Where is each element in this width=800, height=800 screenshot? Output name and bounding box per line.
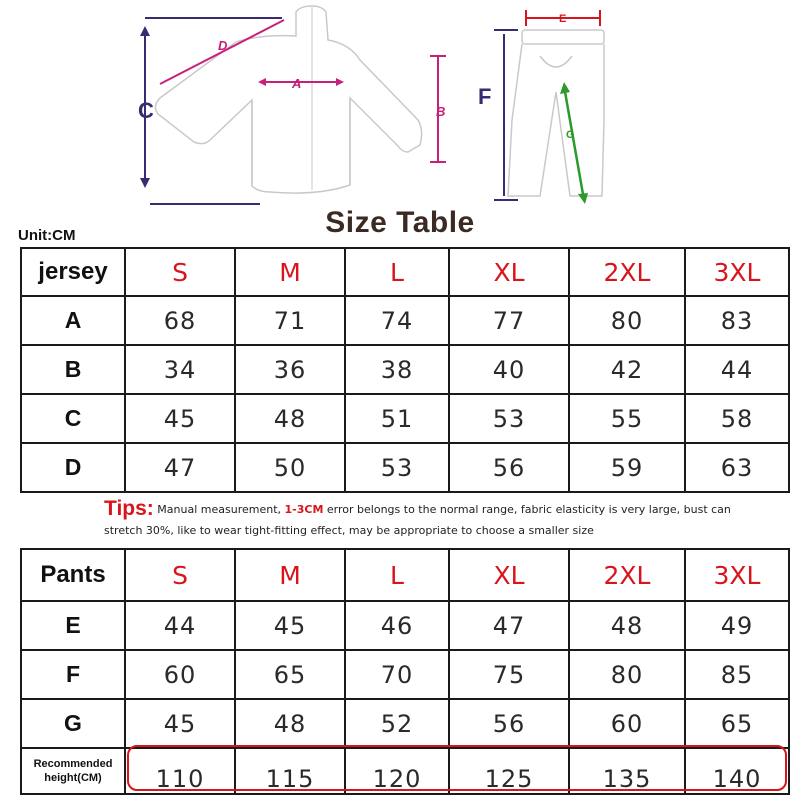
size-2xl: 2XL [569,549,685,601]
table-cell: 49 [685,601,789,650]
table-cell: 60 [569,699,685,748]
table-cell: 44 [685,345,789,394]
recommended-cell: 125 [449,748,569,794]
table-cell: 40 [449,345,569,394]
label-e: E [559,13,567,25]
table-cell: 58 [685,394,789,443]
table-cell: 80 [569,650,685,699]
pants-header-row [21,549,789,601]
size-xl: XL [449,549,569,601]
table-cell: 51 [345,394,449,443]
table-cell: 48 [235,394,345,443]
table-cell: 56 [449,443,569,492]
pants-header: Pants [21,549,125,601]
label-c: C [138,98,154,123]
label-d: D [218,38,228,53]
table-cell: 45 [125,699,235,748]
recommended-cell: 140 [685,748,789,794]
unit-label: Unit:CM [18,227,76,244]
jersey-illustration [155,6,421,193]
table-cell: 56 [449,699,569,748]
recommended-cell: 120 [345,748,449,794]
table-cell: 48 [569,601,685,650]
tips-text-after: error belongs to the normal range, fabric elasticity is very large, bust can stretch 30%, like to wear tight-fitting effect, may be appropriate to choose a smaller size [104,503,731,537]
recommended-label-line1: Recommended [33,758,113,770]
recommended-cell: 110 [125,748,235,794]
row-label: E [21,601,125,650]
jersey-header: jersey [21,248,125,296]
measure-e [526,10,600,26]
table-cell: 63 [685,443,789,492]
label-b: B [436,104,446,119]
table-row [21,394,789,443]
table-cell: 45 [125,394,235,443]
row-label: B [21,345,125,394]
pants-illustration [508,30,604,196]
table-cell: 34 [125,345,235,394]
table-cell: 47 [449,601,569,650]
recommended-cell: 115 [235,748,345,794]
size-m: M [235,549,345,601]
table-cell: 85 [685,650,789,699]
table-row [21,296,789,345]
row-label: A [21,296,125,345]
row-label: D [21,443,125,492]
table-cell: 50 [235,443,345,492]
size-l: L [345,549,449,601]
table-cell: 65 [235,650,345,699]
table-row [21,601,789,650]
table-cell: 83 [685,296,789,345]
recommended-row [21,748,789,794]
measure-a [258,76,344,91]
table-cell: 48 [235,699,345,748]
table-cell: 60 [125,650,235,699]
table-cell: 70 [345,650,449,699]
table-cell: 80 [569,296,685,345]
recommended-label [21,748,125,794]
size-3xl: 3XL [685,248,789,296]
size-m: M [235,248,345,296]
table-cell: 55 [569,394,685,443]
table-cell: 71 [235,296,345,345]
tips-label: Tips: [104,497,154,520]
table-cell: 77 [449,296,569,345]
recommended-label-line2: height(CM) [44,772,102,784]
size-s: S [125,248,235,296]
tips-highlight: 1-3CM [284,503,324,516]
table-cell: 44 [125,601,235,650]
measure-g [560,82,588,204]
table-cell: 53 [449,394,569,443]
table-cell: 52 [345,699,449,748]
measure-b [430,56,446,162]
size-3xl: 3XL [685,549,789,601]
measure-d [160,20,284,84]
table-cell: 46 [345,601,449,650]
table-cell: 47 [125,443,235,492]
page-title: Size Table [325,206,475,239]
table-row [21,443,789,492]
size-l: L [345,248,449,296]
table-cell: 36 [235,345,345,394]
measure-c [138,18,282,204]
tips-text-before: Manual measurement, [157,503,285,516]
recommended-cell: 135 [569,748,685,794]
jersey-size-table [20,247,790,493]
label-a: A [292,76,302,91]
label-g: G [566,129,575,141]
tips-note [104,497,744,540]
row-label: F [21,650,125,699]
table-cell: 53 [345,443,449,492]
pants-size-table [20,548,790,795]
table-cell: 74 [345,296,449,345]
size-2xl: 2XL [569,248,685,296]
table-cell: 65 [685,699,789,748]
label-f: F [478,84,492,109]
measurement-diagram [0,0,800,210]
jersey-header-row [21,248,789,296]
row-label: C [21,394,125,443]
table-cell: 38 [345,345,449,394]
table-cell: 75 [449,650,569,699]
table-cell: 45 [235,601,345,650]
size-s: S [125,549,235,601]
size-xl: XL [449,248,569,296]
table-row [21,345,789,394]
table-cell: 68 [125,296,235,345]
table-cell: 59 [569,443,685,492]
table-row [21,699,789,748]
row-label: G [21,699,125,748]
table-row [21,650,789,699]
table-cell: 42 [569,345,685,394]
